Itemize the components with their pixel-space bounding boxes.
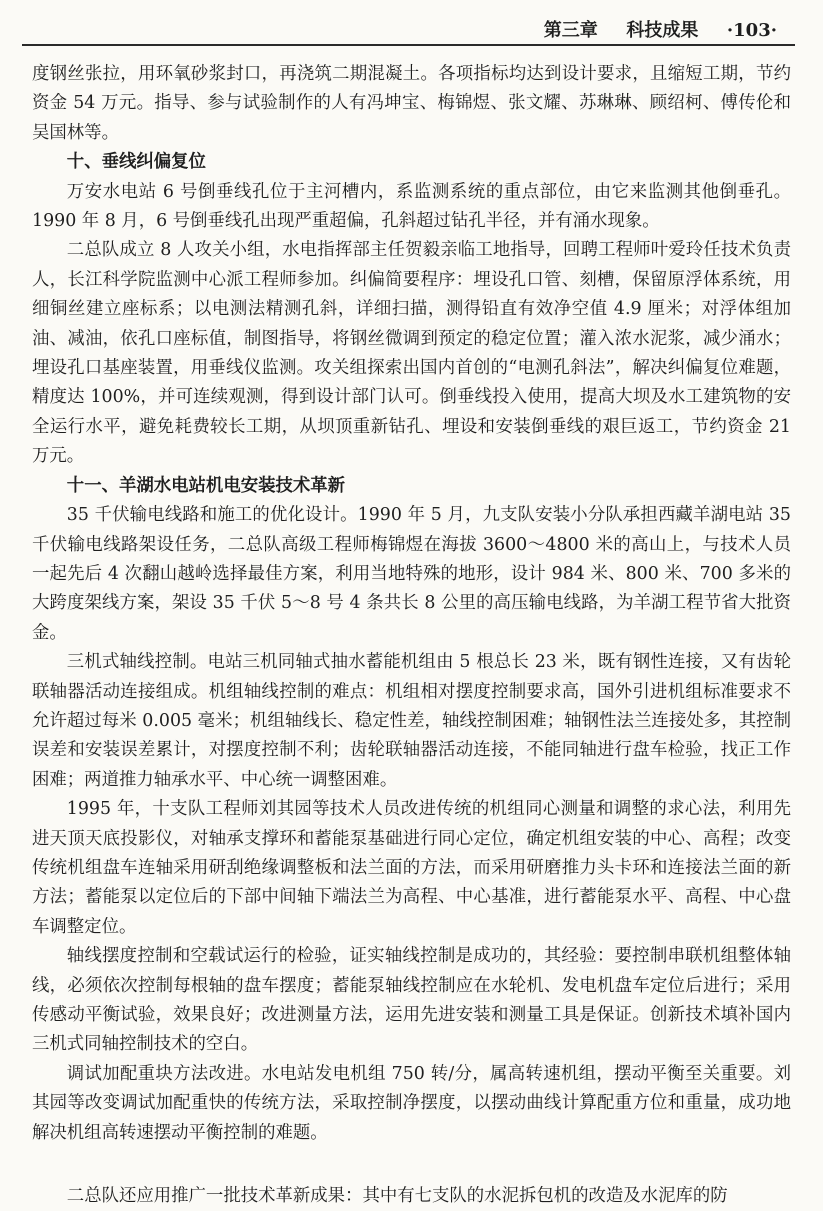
paragraph: 三机式轴线控制。电站三机同轴式抽水蓄能机组由 5 根总长 23 米，既有钢性连接，又有齿轮联轴器活动连接组成。机组轴线控制的难点：机组相对摆度控制要求高，国外引进机组标准要求不允许超过每米 0.005 毫米；机组轴线长、稳定性差，轴线控制困难；轴钢性法兰连接处多，其控制误差和安装误差累计，对摆度控制不利；齿轮联轴器活动连接，不能同轴进行盘车检验，找正工作困难；两道推力轴承水平、中心统一调整困难。	[32, 652, 791, 790]
running-header	[22, 10, 795, 46]
paragraph: 万安水电站 6 号倒垂线孔位于主河槽内，系监测系统的重点部位，由它来监测其他倒垂孔。1990 年 8 月，6 号倒垂线孔出现严重超偏，孔斜超过钻孔半径，并有涌水现象。	[32, 181, 791, 232]
header-text	[544, 16, 777, 42]
section-heading-11: 十一、羊湖水电站机电安装技术革新	[66, 475, 346, 496]
page-number: ·103·	[726, 20, 777, 41]
page-body	[32, 60, 791, 1211]
chapter-label: 第三章	[543, 20, 598, 41]
section-title: 科技成果	[626, 20, 699, 41]
paragraph: 二总队成立 8 人攻关小组，水电指挥部主任贺毅亲临工地指导，回聘工程师叶爱玲任技术负责人，长江科学院监测中心派工程师参加。纠偏简要程序：埋设孔口管、刻槽，保留原浮体系统，用细铜丝建立座标系；以电测法精测孔斜，详细扫描，测得铅直有效净空值 4.9 厘米；对浮体组加油、减油，依孔口座标值，制图指导，将钢丝微调到预定的稳定位置；灌入浓水泥浆，减少涌水；埋设孔口基座装置，用垂线仪监测。攻关组探索出国内首创的“电测孔斜法”，解决纠偏复位难题，精度达 100%，并可连续观测，得到设计部门认可。倒垂线投入使用，提高大坝及水工建筑物的安全运行水平，避免耗费较长工期，从坝顶重新钻孔、埋设和安装倒垂线的艰巨返工，节约资金 21 万元。	[32, 240, 791, 467]
paragraph: 二总队还应用推广一批技术革新成果：其中有七支队的水泥拆包机的改造及水泥库的防	[66, 1186, 728, 1207]
paragraph-gap	[32, 1148, 791, 1182]
paragraph: 35 千伏输电线路和施工的优化设计。1990 年 5 月，九支队安装小分队承担西藏羊湖电站 35 千伏输电线路架设任务，二总队高级工程师梅锦煜在海拔 3600～4800 米的高山上，与技术人员一起先后 4 次翻山越岭选择最佳方案，利用当地特殊的地形，设计 984 米、800 米、700 多米的大跨度架线方案，架设 35 千伏 5～8 号 4 条共长 8 公里的高压输电线路，为羊湖工程节省大批资金。	[32, 505, 791, 643]
paragraph: 调试加配重块方法改进。水电站发电机组 750 转/分，属高转速机组，摆动平衡至关重要。刘其园等改变调试加配重快的传统方法，采取控制净摆度，以摆动曲线计算配重方位和重量，成功地解决机组高转速摆动平衡控制的难题。	[32, 1063, 791, 1143]
paragraph: 轴线摆度控制和空载试运行的检验，证实轴线控制是成功的，其经验：要控制串联机组整体轴线，必须依次控制每根轴的盘车摆度；蓄能泵轴线控制应在水轮机、发电机盘车定位后进行；采用传感动平衡试验，效果良好；改进测量方法，运用先进安装和测量工具是保证。创新技术填补国内三机式同轴控制技术的空白。	[32, 946, 791, 1055]
paragraph-continued: 度钢丝张拉，用环氧砂浆封口，再浇筑二期混凝土。各项指标均达到设计要求，且缩短工期，节约资金 54 万元。指导、参与试验制作的人有冯坤宝、梅锦煜、张文耀、苏琳琳、顾绍柯、傅传伦和吴国林等。	[32, 64, 791, 143]
section-heading-10: 十、垂线纠偏复位	[66, 152, 206, 173]
paragraph: 1995 年，十支队工程师刘其园等技术人员改进传统的机组同心测量和调整的求心法，利用先进天顶天底投影仪，对轴承支撑环和蓄能泵基础进行同心定位，确定机组安装的中心、高程；改变传统机组盘车连轴采用研刮绝缘调整板和法兰面的方法，而采用研磨推力头卡环和连接法兰面的新方法；蓄能泵以定位后的下部中间轴下端法兰为高程、中心基准，进行蓄能泵水平、高程、中心盘车调整定位。	[32, 799, 791, 937]
